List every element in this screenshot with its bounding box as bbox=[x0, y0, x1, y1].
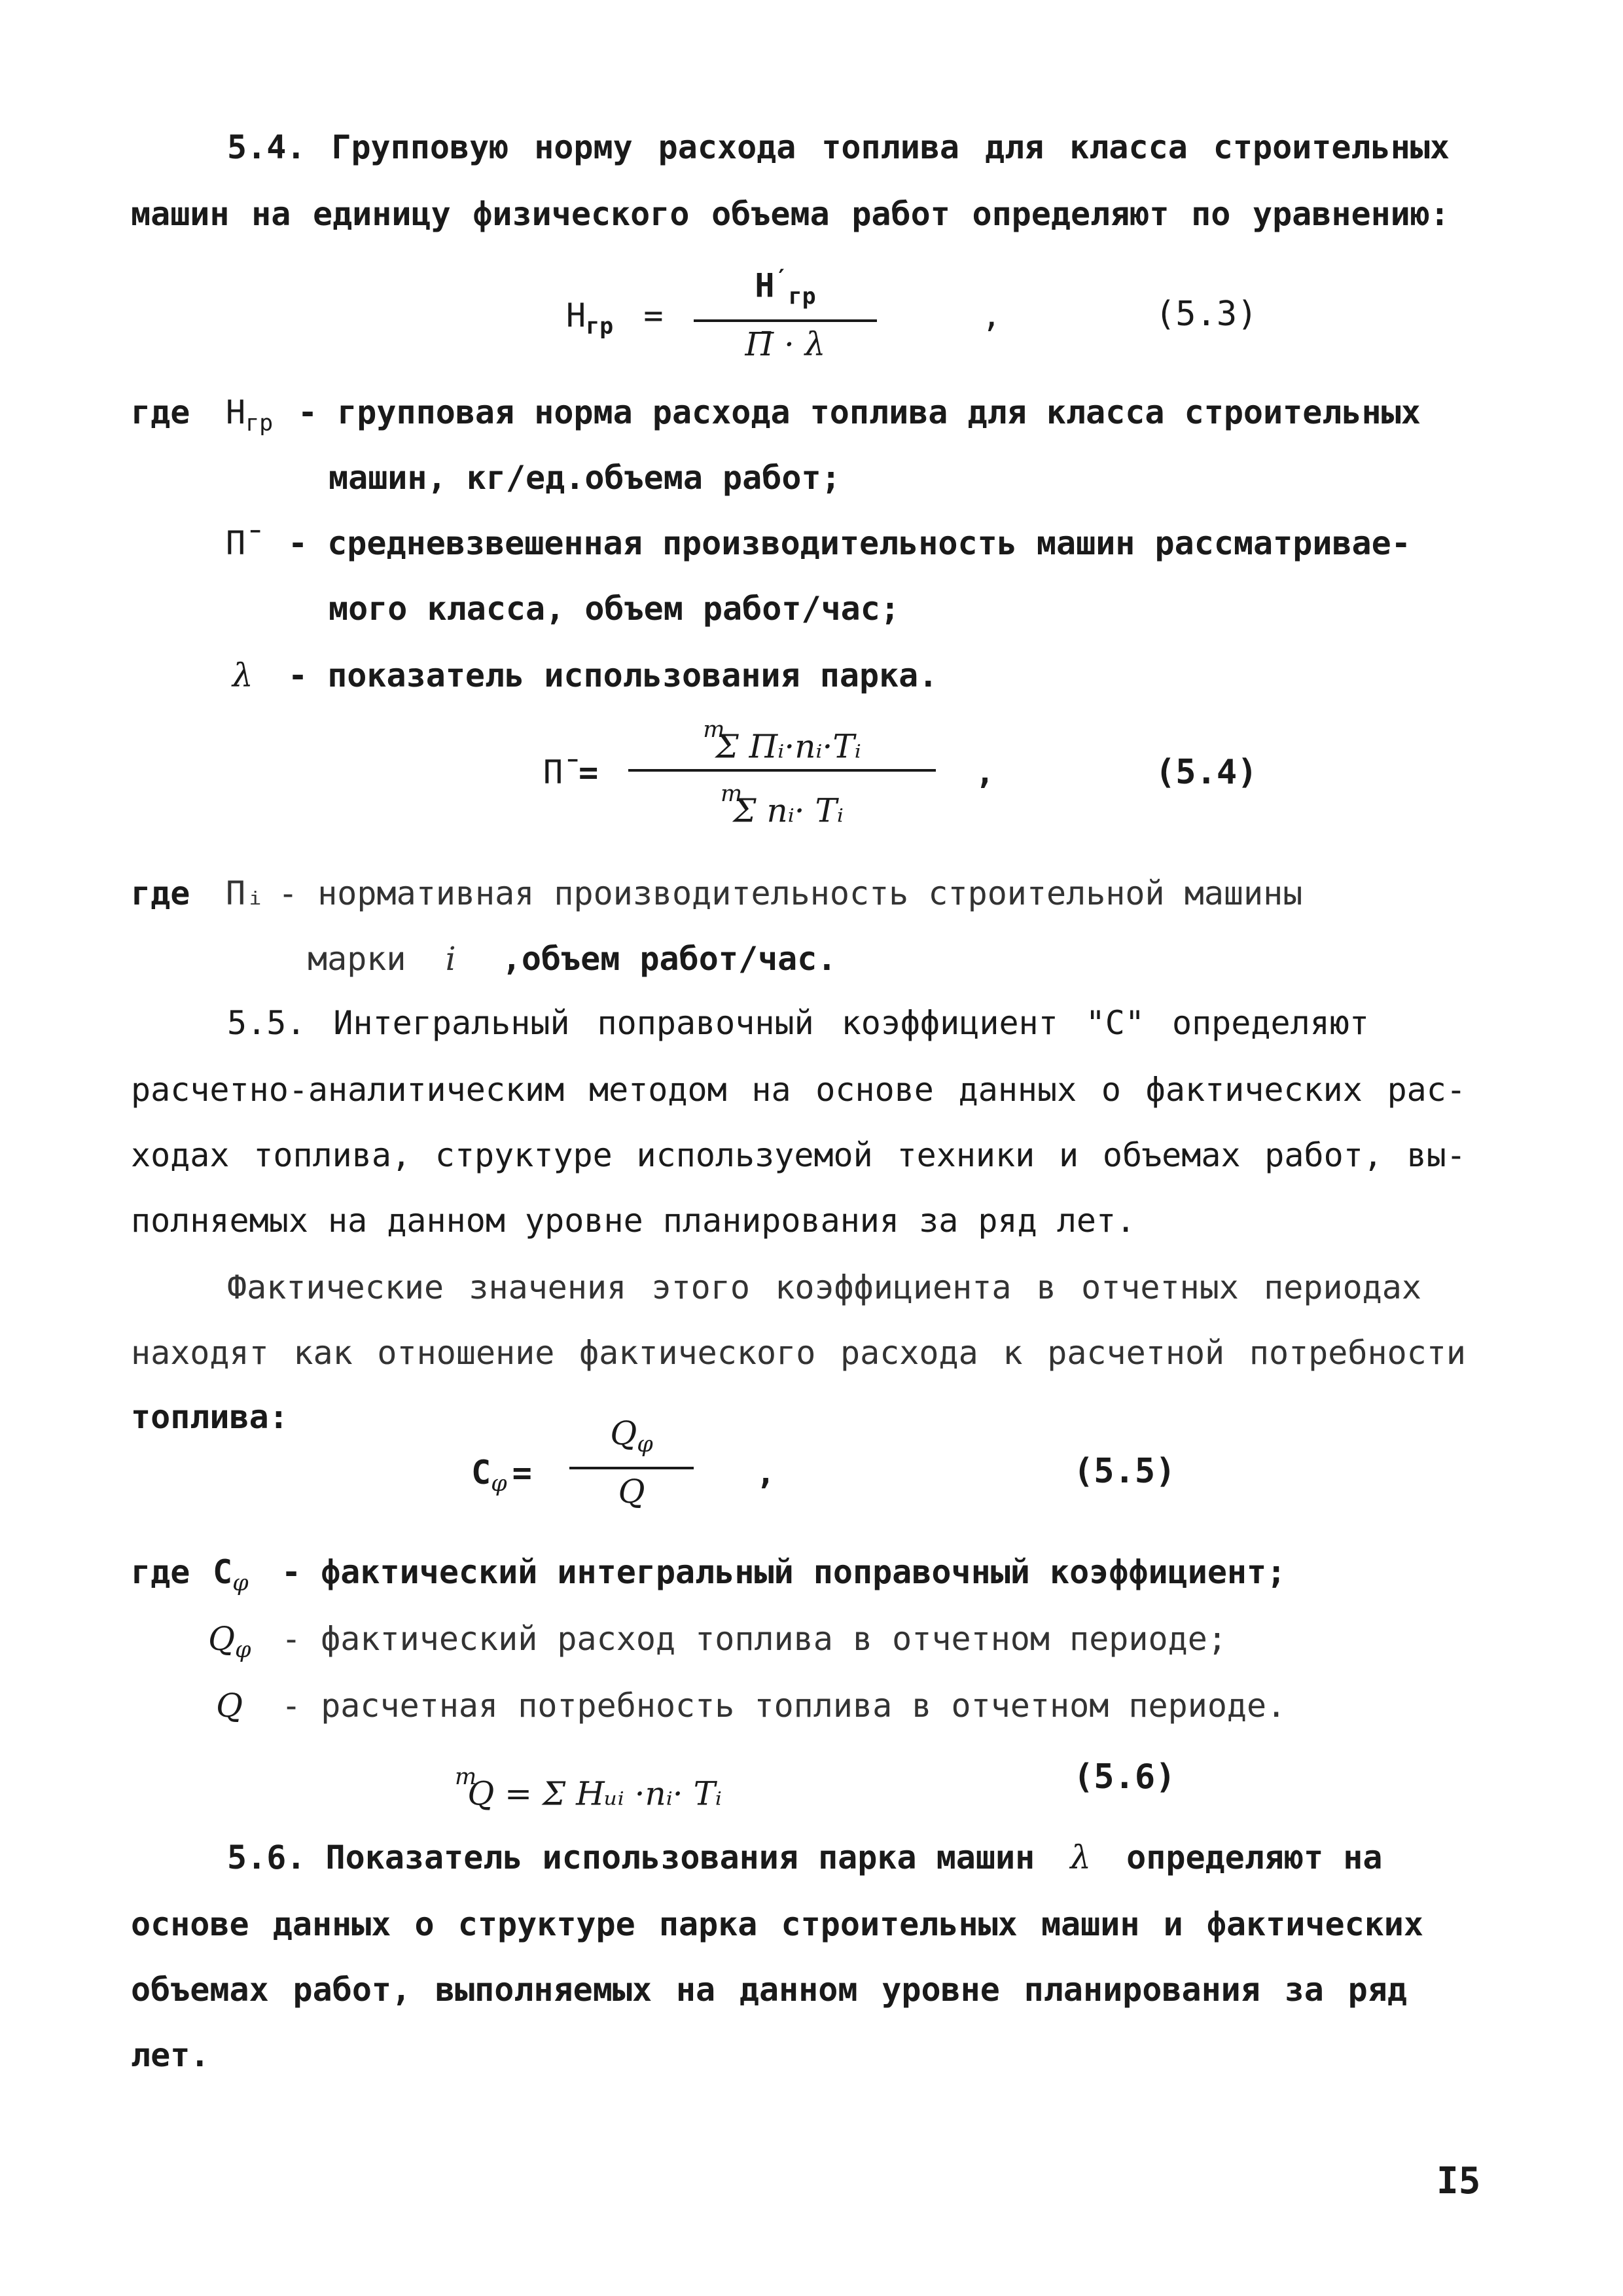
where-2-gde: где bbox=[131, 874, 190, 912]
eq-5-5-number: (5.5) bbox=[1073, 1452, 1176, 1491]
eq-5-4-numerator: $^m$Σ Пᵢ·nᵢ·Tᵢ bbox=[703, 717, 861, 766]
where-1-symbol-p: П̄ bbox=[226, 524, 246, 562]
where-3-def-2: - фактический расход топлива в отчетном периоде; bbox=[281, 1620, 1227, 1658]
section-5-4-line1: 5.4. Групповую норму расхода топлива для класса строительных bbox=[227, 128, 1450, 166]
section-5-5-p2-line1: Фактические значения этого коэффициента в отчетных периодах bbox=[227, 1268, 1421, 1306]
eq-5-3-numerator: $Н'_{гр}$ bbox=[755, 265, 816, 310]
where-2-symbol-pi: Пᵢ bbox=[226, 874, 266, 912]
where-2-def-b: марки i ,объем работ/час. bbox=[308, 940, 837, 978]
section-5-5-line4: полняемых на данном уровне планирования за ряд лет. bbox=[131, 1202, 1136, 1240]
section-5-5-p2-line2: находят как отношение фактического расхода к расчетной потребности bbox=[131, 1334, 1466, 1372]
where-1-symbol-lambda: λ bbox=[232, 656, 253, 694]
eq-5-4-fraction-bar bbox=[628, 769, 936, 772]
eq-5-3-lhs: $Н_{гр}$ = bbox=[566, 296, 664, 340]
eq-5-5-fraction bbox=[569, 1414, 694, 1511]
eq-5-4-lhs: П̄ = bbox=[543, 753, 599, 791]
section-5-4-line2: машин на единицу физического объема работ определяют по уравнению: bbox=[131, 195, 1450, 233]
where-1-def-2a: - средневзвешенная производительность машин рассматривае- bbox=[288, 524, 1411, 562]
eq-5-6-number: (5.6) bbox=[1073, 1757, 1176, 1797]
eq-5-4-number: (5.4) bbox=[1155, 753, 1258, 792]
where-1-def-1b: машин, кг/ед.объема работ; bbox=[329, 459, 841, 497]
eq-5-5-lhs: $С_\varphi$ = bbox=[471, 1454, 532, 1497]
eq-5-3-comma: , bbox=[982, 296, 1002, 334]
where-1-gde: где bbox=[131, 393, 190, 431]
eq-5-4-comma: , bbox=[975, 753, 995, 791]
eq-5-4-fraction bbox=[628, 710, 936, 830]
eq-5-3-fraction bbox=[694, 259, 877, 364]
eq-5-5-fraction-bar bbox=[569, 1467, 694, 1469]
where-3-def-1: - фактический интегральный поправочный коэффициент; bbox=[281, 1553, 1287, 1591]
eq-5-5-denominator: Q bbox=[618, 1473, 645, 1511]
section-5-6-line1: 5.6. Показатель использования парка машин λ определяют на bbox=[227, 1839, 1383, 1876]
section-5-6-line2: основе данных о структуре парка строительных машин и фактических bbox=[131, 1905, 1423, 1943]
eq-5-3-number: (5.3) bbox=[1155, 295, 1258, 334]
where-2-def-a: - нормативная производительность строительной машины bbox=[278, 874, 1303, 912]
section-5-6-line3: объемах работ, выполняемых на данном уровне планирования за ряд bbox=[131, 1971, 1407, 2009]
section-5-5-line1: 5.5. Интегральный поправочный коэффициент "С" определяют bbox=[227, 1004, 1369, 1042]
eq-5-5-numerator: $Q_\varphi$ bbox=[610, 1414, 653, 1458]
section-5-5-line2: расчетно-аналитическим методом на основе данных о фактических рас- bbox=[131, 1071, 1466, 1109]
section-5-5-p2-line3: топлива: bbox=[131, 1398, 289, 1436]
where-1-def-1a: - групповая норма расхода топлива для класса строительных bbox=[298, 393, 1421, 431]
where-1-symbol-ngr: $Н_{гр}$ bbox=[226, 393, 274, 437]
where-3-symbol-cf: $С_\varphi$ bbox=[213, 1553, 249, 1596]
eq-5-3-denominator: П̄ · λ bbox=[745, 325, 826, 363]
section-5-6-line4: лет. bbox=[131, 2036, 210, 2074]
eq-5-6-expression: $^m$Q = Σ Hᵤᵢ ·nᵢ· Tᵢ bbox=[455, 1764, 722, 1813]
eq-5-5-comma: , bbox=[756, 1454, 776, 1492]
where-1-def-3: - показатель использования парка. bbox=[288, 656, 938, 694]
where-3-gde: где bbox=[131, 1553, 190, 1591]
where-3-def-3: - расчетная потребность топлива в отчетном периоде. bbox=[281, 1687, 1287, 1725]
section-5-5-line3: ходах топлива, структуре используемой техники и объемах работ, вы- bbox=[131, 1136, 1466, 1174]
eq-5-3-fraction-bar bbox=[694, 319, 877, 322]
where-3-symbol-qf: $Q_\varphi$ bbox=[208, 1620, 251, 1663]
page-number: I5 bbox=[1436, 2160, 1481, 2202]
where-1-def-2b: мого класса, объем работ/час; bbox=[329, 590, 900, 628]
eq-5-4-denominator: $^m$Σ nᵢ· Tᵢ bbox=[721, 780, 844, 829]
where-3-symbol-q: Q bbox=[216, 1687, 243, 1725]
